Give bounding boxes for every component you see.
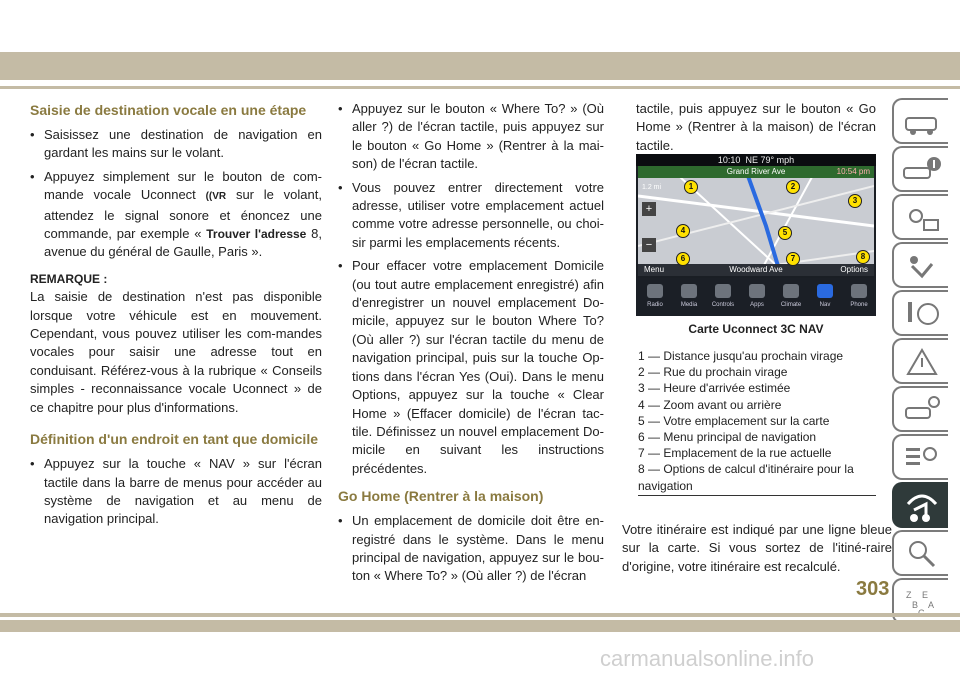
- column-2: [338, 100, 604, 591]
- callout-marker: 6: [676, 252, 690, 266]
- magnifier-icon: [902, 538, 942, 570]
- nav-icon[interactable]: [817, 284, 833, 298]
- car-icon: [902, 106, 942, 138]
- app-bar: Radio Media Controls Apps Climate Nav Phone: [636, 278, 876, 316]
- column-3: [636, 100, 876, 155]
- legend-item: 5 — Votre emplacement sur la carte: [638, 413, 830, 428]
- bottom-band: [0, 620, 960, 632]
- map-streets: [638, 166, 874, 276]
- callout-marker: 8: [856, 250, 870, 264]
- bullet-item: • Appuyez simplement sur le bouton de com-mande vocale Uconnect ((VR sur le volant, attendez le signal sonore et énoncez une commande, par exemple « Trouver l'adresse 8, avenue du général de Gaulle, Paris ».: [30, 168, 322, 260]
- legend-item: 1 — Distance jusqu'au prochain virage: [638, 349, 844, 363]
- climate-icon[interactable]: [783, 284, 799, 298]
- heading-set-home: Définition d'un endroit en tant que domicile: [30, 431, 318, 448]
- tab-lights[interactable]: [892, 194, 948, 240]
- bullet-item: • Un emplacement de domicile doit être en-registré dans le système. Dans le menu principal de navigation, appuyez sur le bou-ton « Where To? » (Où aller ?) de l'écran: [338, 513, 604, 584]
- note-heading: REMARQUE :: [30, 271, 108, 286]
- route-explanation: Votre itinéraire est indiqué par une ligne bleue sur la carte. Si vous sortez de l'itiné-raire d'origine, votre itinéraire est recalculé.: [622, 522, 892, 574]
- legend-item: 7 — Emplacement de la rue actuelle: [638, 446, 832, 461]
- callout-marker: 2: [786, 180, 800, 194]
- svg-text:B: B: [912, 600, 919, 610]
- options-button[interactable]: Options: [840, 265, 868, 274]
- tab-specifications[interactable]: [892, 434, 948, 480]
- bottom-rule: [0, 613, 960, 617]
- tab-search[interactable]: [892, 530, 948, 576]
- legend-item: 3 — Heure d'arrivée estimée: [638, 381, 791, 396]
- map-area: [638, 166, 874, 276]
- bullet-item: • Vous pouvez entrer directement votre adresse, utiliser votre emplacement actuel comme votre adresse personnelle, ou choi-sir parmi les emplacements récents.: [338, 179, 604, 250]
- callout-marker: 1: [684, 180, 698, 194]
- nav-screen-image: [636, 154, 876, 316]
- bullet-item: • Saisissez une destination de navigation en gardant les mains sur le volant.: [30, 127, 322, 161]
- tab-maintenance[interactable]: [892, 386, 948, 432]
- page-number: 303: [856, 578, 890, 600]
- controls-icon[interactable]: [715, 284, 731, 298]
- wrench-car-icon: [902, 394, 942, 426]
- watermark: carmanualsonline.info: [600, 646, 815, 671]
- top-band: [0, 52, 960, 80]
- tab-info[interactable]: [892, 146, 948, 192]
- media-icon[interactable]: [681, 284, 697, 298]
- voice-command-icon: ((VR: [205, 191, 227, 203]
- map-top-bar: Grand River Ave 10:54 pm: [638, 166, 874, 178]
- heading-voice-destination: Saisie de destination vocale en une étape: [30, 102, 307, 118]
- map-bottom-bar: Menu Woodward Ave Options: [638, 264, 874, 276]
- sun-envelope-icon: [902, 202, 942, 234]
- svg-text:A: A: [928, 600, 935, 610]
- screen-status-bar: 10:10 NE 79° mph: [636, 154, 876, 166]
- callout-marker: 3: [848, 194, 862, 208]
- tab-multimedia[interactable]: [892, 482, 948, 528]
- note-text: La saisie de destination n'est pas disponible lorsque votre véhicule est en mouvement. Cependant, vous pouvez utiliser les com-mandes vocales pour saisir une adresse tout en conduisant. Référez-vous à la rubrique « Conseils simples - reconnaissance vocale Uconnect » de ce chapitre pour plus d'informations.: [30, 289, 322, 415]
- legend-item: 2 — Rue du prochain virage: [638, 365, 788, 380]
- svg-text:E: E: [922, 590, 929, 600]
- legend-item: 8 — Options de calcul d'itinéraire pour la navigation: [638, 462, 854, 493]
- multimedia-note-icon: [902, 490, 942, 524]
- column-1: [30, 100, 322, 534]
- top-rule: [0, 86, 960, 89]
- continued-text: tactile, puis appuyez sur le bouton « Go Home » (Rentrer à la maison) de l'écran tactile.: [636, 101, 876, 153]
- steering-wheel-icon: [902, 298, 942, 330]
- bullet-item: • Pour effacer votre emplacement Domicile (ou tout autre emplacement enregistré) afin d'enregistrer un nouvel emplacement Do-micile, appuyez sur le bouton Where To? (Où aller ?) sur l'écran tactile du menu de navigation principal, puis sur la touche Op-tions dans l'écran Yes (Oui). Dans le menu Options, appuyez sur la touche « Clear Home » (Effacer domicile) de l'écran tac-tile. Définissez un nouvel emplacement Do-micile en suivant les instructions précédentes.: [338, 258, 604, 476]
- airbag-icon: [902, 250, 942, 282]
- radio-icon[interactable]: [647, 284, 663, 298]
- callout-marker: 7: [786, 252, 800, 266]
- apps-icon[interactable]: [749, 284, 765, 298]
- legend-rule: [638, 495, 876, 496]
- svg-text:Z: Z: [906, 590, 912, 600]
- tab-vehicle[interactable]: [892, 98, 948, 144]
- zoom-in-button[interactable]: +: [642, 202, 656, 216]
- tab-driving[interactable]: [892, 290, 948, 336]
- figure-legend: [638, 348, 876, 494]
- zoom-out-button[interactable]: −: [642, 238, 656, 252]
- bullet-item: • Appuyez sur la touche « NAV » sur l'écran tactile dans la barre de menus pour accéder au système de navigation et au menu de navigation principal.: [30, 456, 322, 527]
- tab-emergency[interactable]: [892, 338, 948, 384]
- figure-caption: Carte Uconnect 3C NAV: [688, 322, 824, 336]
- warning-triangle-icon: [902, 346, 942, 378]
- legend-item: 6 — Menu principal de navigation: [638, 430, 817, 445]
- tab-index[interactable]: [892, 578, 948, 624]
- list-gear-icon: [902, 442, 942, 474]
- heading-go-home: Go Home (Rentrer à la maison): [338, 488, 544, 505]
- phone-icon[interactable]: [851, 284, 867, 298]
- tab-safety[interactable]: [892, 242, 948, 288]
- distance-readout: 1.2 mi: [642, 184, 662, 191]
- bullet-item: • Appuyez sur le bouton « Where To? » (Où aller ?) de l'écran tactile, puis appuyez sur le bouton « Go Home » (Rentrer à la mai-son) de l'écran tactile.: [338, 101, 604, 172]
- legend-item: 4 — Zoom avant ou arrière: [638, 397, 782, 412]
- menu-button[interactable]: Menu: [644, 265, 665, 274]
- car-info-icon: [902, 154, 942, 186]
- callout-marker: 4: [676, 224, 690, 238]
- callout-marker: 5: [778, 226, 792, 240]
